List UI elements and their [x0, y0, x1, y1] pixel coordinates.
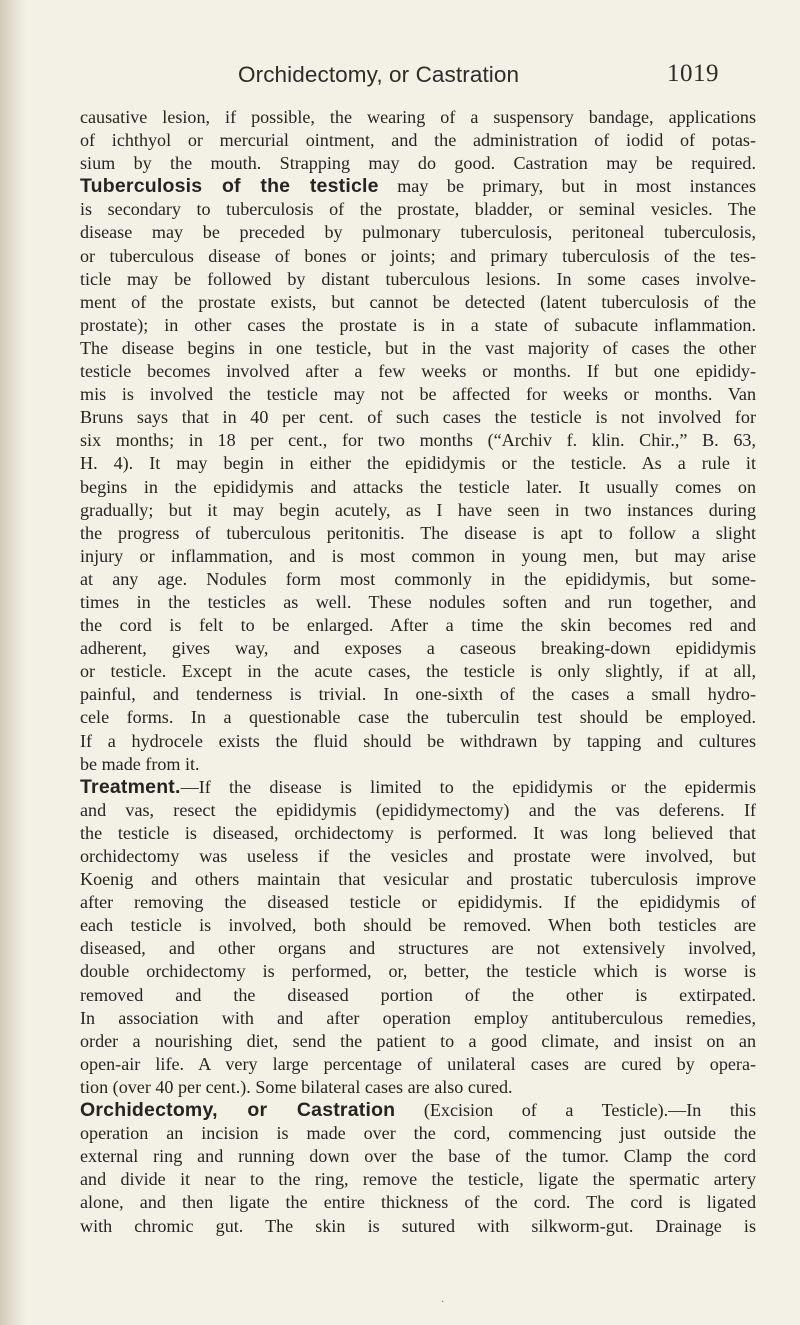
print-speck: ․	[441, 1294, 445, 1305]
text-line: each testicle is involved, both should be removed. When both testicles are	[80, 915, 756, 936]
section-heading: Tuberculosis of the testicle	[80, 175, 379, 198]
text-line: double orchidectomy is performed, or, better, the testicle which is worse is	[80, 961, 756, 982]
text-line: prostate); in other cases the prostate is in a state of subacute inflammation.	[80, 314, 756, 335]
text-line: The disease begins in one testicle, but in the vast majority of cases the other	[80, 337, 756, 358]
body-text	[80, 106, 756, 1238]
text-line: the testicle is diseased, orchidectomy is performed. It was long believed that	[80, 822, 756, 843]
text-line: adherent, gives way, and exposes a caseous breaking-down epididymis	[80, 638, 756, 659]
text-line: Bruns says that in 40 per cent. of such cases the testicle is not involved for	[80, 407, 756, 428]
text-line: removed and the diseased portion of the other is extirpated.	[80, 984, 756, 1005]
text-line: injury or inflammation, and is most common in young men, but may arise	[80, 545, 756, 566]
text-line	[80, 753, 756, 776]
text-line: begins in the epididymis and attacks the testicle later. It usually comes on	[80, 476, 756, 497]
text-line	[80, 1099, 756, 1122]
text-line: alone, and then ligate the entire thickness of the cord. The cord is ligated	[80, 1192, 756, 1213]
text-line: orchidectomy was useless if the vesicles and prostate were involved, but	[80, 846, 756, 866]
text-line: mis is involved the testicle may not be affected for weeks or months. Van	[80, 384, 756, 405]
text-line: disease may be preceded by pulmonary tuberculosis, peritoneal tuberculosis,	[80, 222, 756, 243]
text-line: testicle becomes involved after a few weeks or months. If but one epididy-	[80, 361, 756, 382]
text-line: open-air life. A very large percentage of unilateral cases are cured by opera-	[80, 1053, 756, 1074]
text-line: cele forms. In a questionable case the tuberculin test should be employed.	[80, 707, 756, 728]
text-line: painful, and tenderness is trivial. In one-sixth of the cases a small hydro-	[80, 684, 756, 705]
text-line: or testicle. Except in the acute cases, the testicle is only slightly, if at all,	[80, 661, 756, 682]
text-line: causative lesion, if possible, the wearing of a suspensory bandage, applications	[80, 107, 756, 127]
text-line: Koenig and others maintain that vesicular and prostatic tuberculosis improve	[80, 869, 756, 890]
text-line	[80, 776, 756, 799]
text-line: at any age. Nodules form most commonly in the epididymis, but some-	[80, 568, 756, 589]
text-line: or tuberculous disease of bones or joints; and primary tuberculosis of the tes-	[80, 245, 756, 266]
text-line: the cord is felt to be enlarged. After a time the skin becomes red and	[80, 615, 756, 636]
line-text: tion (over 40 per cent.). Some bilateral cases are also cured.	[80, 1076, 513, 1097]
text-line	[80, 1076, 756, 1099]
text-line: after removing the diseased testicle or epididymis. If the epididymis of	[80, 892, 756, 913]
text-line: order a nourishing diet, send the patient to a good climate, and insist on an	[80, 1030, 756, 1051]
text-line: If a hydrocele exists the fluid should be withdrawn by tapping and cultures	[80, 730, 756, 751]
running-head: Orchidectomy, or Castration	[238, 62, 520, 87]
text-line: is secondary to tuberculosis of the prostate, bladder, or seminal vesicles. The	[80, 199, 756, 220]
text-line: In association with and after operation employ antituberculous remedies,	[80, 1007, 756, 1028]
text-line: and divide it near to the ring, remove the testicle, ligate the spermatic artery	[80, 1169, 756, 1190]
line-text: may be primary, but in most instances	[378, 176, 756, 197]
text-line: six months; in 18 per cent., for two months (“Archiv f. klin. Chir.,” B. 63,	[80, 430, 756, 451]
text-line: of ichthyol or mercurial ointment, and the administration of iodid of potas-	[80, 130, 756, 151]
page-number: 1019	[667, 60, 719, 87]
text-line: H. 4). It may begin in either the epididymis or the testicle. As a rule it	[80, 453, 756, 474]
text-line: ment of the prostate exists, but cannot be detected (latent tuberculosis of the	[80, 291, 756, 312]
text-line: external ring and running down over the base of the tumor. Clamp the cord	[80, 1146, 756, 1167]
text-line: diseased, and other organs and structures are not extensively involved,	[80, 938, 756, 959]
text-line: sium by the mouth. Strapping may do good. Castration may be required.	[80, 153, 756, 174]
text-line: times in the testicles as well. These nodules soften and run together, and	[80, 591, 756, 612]
section-heading: Treatment.	[80, 775, 181, 798]
text-line: ticle may be followed by distant tuberculous lesions. In some cases involve-	[80, 268, 756, 289]
text-line	[80, 175, 756, 198]
text-line: with chromic gut. The skin is sutured with silkworm-gut. Drainage is	[80, 1215, 756, 1236]
text-line: the progress of tuberculous peritonitis. The disease is apt to follow a slight	[80, 522, 756, 543]
text-line: operation an incision is made over the cord, commencing just outside the	[80, 1123, 756, 1144]
section-heading: Orchidectomy, or Castration	[80, 1099, 396, 1122]
line-text: (Excision of a Testicle).—In this	[395, 1100, 756, 1121]
text-line: and vas, resect the epididymis (epididymectomy) and the vas deferens. If	[80, 799, 756, 820]
spine-shadow	[0, 0, 26, 1325]
line-text: —If the disease is limited to the epididymis or the epidermis	[180, 776, 756, 797]
text-line: gradually; but it may begin acutely, as I have seen in two instances during	[80, 499, 756, 520]
line-text: be made from it.	[80, 753, 200, 774]
